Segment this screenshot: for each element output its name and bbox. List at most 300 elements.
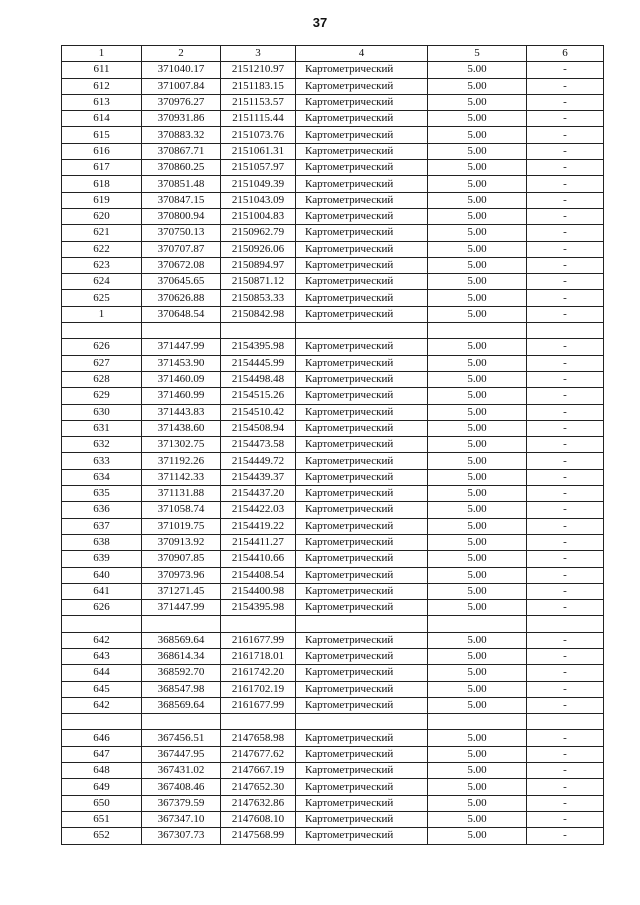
x-coordinate-cell: 367379.59 bbox=[142, 795, 221, 811]
empty-cell bbox=[296, 714, 428, 730]
note-cell: - bbox=[527, 648, 604, 664]
empty-cell bbox=[62, 616, 142, 632]
note-cell: - bbox=[527, 518, 604, 534]
accuracy-cell: 5.00 bbox=[428, 697, 527, 713]
x-coordinate-cell: 368569.64 bbox=[142, 697, 221, 713]
y-coordinate-cell: 2151049.39 bbox=[221, 176, 296, 192]
note-cell: - bbox=[527, 78, 604, 94]
method-cell: Картометрический bbox=[296, 551, 428, 567]
note-cell: - bbox=[527, 160, 604, 176]
table-row bbox=[62, 160, 604, 176]
y-coordinate-cell: 2161718.01 bbox=[221, 648, 296, 664]
x-coordinate-cell: 370860.25 bbox=[142, 160, 221, 176]
point-number-cell: 614 bbox=[62, 111, 142, 127]
y-coordinate-cell: 2147568.99 bbox=[221, 828, 296, 844]
x-coordinate-cell: 370976.27 bbox=[142, 94, 221, 110]
method-cell: Картометрический bbox=[296, 339, 428, 355]
accuracy-cell: 5.00 bbox=[428, 160, 527, 176]
accuracy-cell: 5.00 bbox=[428, 730, 527, 746]
method-cell: Картометрический bbox=[296, 828, 428, 844]
x-coordinate-cell: 370913.92 bbox=[142, 534, 221, 550]
y-coordinate-cell: 2154411.27 bbox=[221, 534, 296, 550]
empty-cell bbox=[428, 323, 527, 339]
point-number-cell: 623 bbox=[62, 257, 142, 273]
y-coordinate-cell: 2151210.97 bbox=[221, 62, 296, 78]
separator-row bbox=[62, 616, 604, 632]
point-number-cell: 636 bbox=[62, 502, 142, 518]
note-cell: - bbox=[527, 208, 604, 224]
x-coordinate-cell: 370883.32 bbox=[142, 127, 221, 143]
accuracy-cell: 5.00 bbox=[428, 648, 527, 664]
accuracy-cell: 5.00 bbox=[428, 795, 527, 811]
method-cell: Картометрический bbox=[296, 534, 428, 550]
accuracy-cell: 5.00 bbox=[428, 583, 527, 599]
point-number-cell: 647 bbox=[62, 746, 142, 762]
point-number-cell: 621 bbox=[62, 225, 142, 241]
method-cell: Картометрический bbox=[296, 225, 428, 241]
table-row bbox=[62, 225, 604, 241]
y-coordinate-cell: 2151057.97 bbox=[221, 160, 296, 176]
point-number-cell: 626 bbox=[62, 600, 142, 616]
point-number-cell: 631 bbox=[62, 420, 142, 436]
coordinates-table bbox=[61, 45, 604, 845]
separator-row bbox=[62, 714, 604, 730]
point-number-cell: 626 bbox=[62, 339, 142, 355]
method-cell: Картометрический bbox=[296, 518, 428, 534]
table-row bbox=[62, 453, 604, 469]
table-row bbox=[62, 486, 604, 502]
method-cell: Картометрический bbox=[296, 763, 428, 779]
method-cell: Картометрический bbox=[296, 160, 428, 176]
point-number-cell: 644 bbox=[62, 665, 142, 681]
point-number-cell: 635 bbox=[62, 486, 142, 502]
point-number-cell: 645 bbox=[62, 681, 142, 697]
method-cell: Картометрический bbox=[296, 94, 428, 110]
note-cell: - bbox=[527, 779, 604, 795]
note-cell: - bbox=[527, 225, 604, 241]
accuracy-cell: 5.00 bbox=[428, 437, 527, 453]
accuracy-cell: 5.00 bbox=[428, 371, 527, 387]
accuracy-cell: 5.00 bbox=[428, 388, 527, 404]
point-number-cell: 638 bbox=[62, 534, 142, 550]
table-row bbox=[62, 388, 604, 404]
x-coordinate-cell: 367431.02 bbox=[142, 763, 221, 779]
accuracy-cell: 5.00 bbox=[428, 62, 527, 78]
method-cell: Картометрический bbox=[296, 306, 428, 322]
y-coordinate-cell: 2147677.62 bbox=[221, 746, 296, 762]
method-cell: Картометрический bbox=[296, 486, 428, 502]
point-number-cell: 642 bbox=[62, 697, 142, 713]
note-cell: - bbox=[527, 388, 604, 404]
accuracy-cell: 5.00 bbox=[428, 257, 527, 273]
method-cell: Картометрический bbox=[296, 469, 428, 485]
accuracy-cell: 5.00 bbox=[428, 453, 527, 469]
note-cell: - bbox=[527, 241, 604, 257]
column-header: 2 bbox=[142, 46, 221, 62]
point-number-cell: 652 bbox=[62, 828, 142, 844]
point-number-cell: 628 bbox=[62, 371, 142, 387]
method-cell: Картометрический bbox=[296, 208, 428, 224]
point-number-cell: 643 bbox=[62, 648, 142, 664]
method-cell: Картометрический bbox=[296, 453, 428, 469]
table-row bbox=[62, 257, 604, 273]
table-row bbox=[62, 795, 604, 811]
y-coordinate-cell: 2154419.22 bbox=[221, 518, 296, 534]
x-coordinate-cell: 371040.17 bbox=[142, 62, 221, 78]
note-cell: - bbox=[527, 697, 604, 713]
table-row bbox=[62, 518, 604, 534]
x-coordinate-cell: 370707.87 bbox=[142, 241, 221, 257]
x-coordinate-cell: 370851.48 bbox=[142, 176, 221, 192]
y-coordinate-cell: 2147652.30 bbox=[221, 779, 296, 795]
x-coordinate-cell: 371007.84 bbox=[142, 78, 221, 94]
note-cell: - bbox=[527, 486, 604, 502]
x-coordinate-cell: 371142.33 bbox=[142, 469, 221, 485]
x-coordinate-cell: 370907.85 bbox=[142, 551, 221, 567]
method-cell: Картометрический bbox=[296, 290, 428, 306]
empty-cell bbox=[62, 714, 142, 730]
note-cell: - bbox=[527, 730, 604, 746]
x-coordinate-cell: 370750.13 bbox=[142, 225, 221, 241]
y-coordinate-cell: 2154449.72 bbox=[221, 453, 296, 469]
point-number-cell: 634 bbox=[62, 469, 142, 485]
table-row bbox=[62, 779, 604, 795]
table-row bbox=[62, 697, 604, 713]
note-cell: - bbox=[527, 306, 604, 322]
accuracy-cell: 5.00 bbox=[428, 763, 527, 779]
x-coordinate-cell: 370800.94 bbox=[142, 208, 221, 224]
table-row bbox=[62, 111, 604, 127]
x-coordinate-cell: 370931.86 bbox=[142, 111, 221, 127]
accuracy-cell: 5.00 bbox=[428, 176, 527, 192]
table-header-row bbox=[62, 46, 604, 62]
x-coordinate-cell: 370973.96 bbox=[142, 567, 221, 583]
y-coordinate-cell: 2154395.98 bbox=[221, 600, 296, 616]
column-header: 4 bbox=[296, 46, 428, 62]
x-coordinate-cell: 371460.99 bbox=[142, 388, 221, 404]
note-cell: - bbox=[527, 127, 604, 143]
note-cell: - bbox=[527, 111, 604, 127]
table-row bbox=[62, 567, 604, 583]
x-coordinate-cell: 368569.64 bbox=[142, 632, 221, 648]
note-cell: - bbox=[527, 437, 604, 453]
note-cell: - bbox=[527, 94, 604, 110]
method-cell: Картометрический bbox=[296, 697, 428, 713]
note-cell: - bbox=[527, 290, 604, 306]
point-number-cell: 640 bbox=[62, 567, 142, 583]
accuracy-cell: 5.00 bbox=[428, 567, 527, 583]
note-cell: - bbox=[527, 665, 604, 681]
y-coordinate-cell: 2151115.44 bbox=[221, 111, 296, 127]
empty-cell bbox=[142, 616, 221, 632]
point-number-cell: 625 bbox=[62, 290, 142, 306]
x-coordinate-cell: 371460.09 bbox=[142, 371, 221, 387]
y-coordinate-cell: 2161677.99 bbox=[221, 697, 296, 713]
empty-cell bbox=[142, 714, 221, 730]
y-coordinate-cell: 2154400.98 bbox=[221, 583, 296, 599]
note-cell: - bbox=[527, 567, 604, 583]
method-cell: Картометрический bbox=[296, 632, 428, 648]
table-row bbox=[62, 469, 604, 485]
y-coordinate-cell: 2154508.94 bbox=[221, 420, 296, 436]
y-coordinate-cell: 2150853.33 bbox=[221, 290, 296, 306]
accuracy-cell: 5.00 bbox=[428, 111, 527, 127]
empty-cell bbox=[428, 616, 527, 632]
y-coordinate-cell: 2154498.48 bbox=[221, 371, 296, 387]
method-cell: Картометрический bbox=[296, 648, 428, 664]
x-coordinate-cell: 367347.10 bbox=[142, 811, 221, 827]
point-number-cell: 622 bbox=[62, 241, 142, 257]
point-number-cell: 632 bbox=[62, 437, 142, 453]
table-row bbox=[62, 290, 604, 306]
table-row bbox=[62, 371, 604, 387]
x-coordinate-cell: 371447.99 bbox=[142, 600, 221, 616]
y-coordinate-cell: 2147632.86 bbox=[221, 795, 296, 811]
table-row bbox=[62, 78, 604, 94]
table-row bbox=[62, 746, 604, 762]
table-row bbox=[62, 665, 604, 681]
point-number-cell: 611 bbox=[62, 62, 142, 78]
method-cell: Картометрический bbox=[296, 746, 428, 762]
table-row bbox=[62, 502, 604, 518]
point-number-cell: 613 bbox=[62, 94, 142, 110]
method-cell: Картометрический bbox=[296, 502, 428, 518]
x-coordinate-cell: 371019.75 bbox=[142, 518, 221, 534]
y-coordinate-cell: 2161742.20 bbox=[221, 665, 296, 681]
accuracy-cell: 5.00 bbox=[428, 404, 527, 420]
table-row bbox=[62, 127, 604, 143]
point-number-cell: 624 bbox=[62, 274, 142, 290]
method-cell: Картометрический bbox=[296, 241, 428, 257]
note-cell: - bbox=[527, 371, 604, 387]
accuracy-cell: 5.00 bbox=[428, 241, 527, 257]
table-row bbox=[62, 274, 604, 290]
table-row bbox=[62, 241, 604, 257]
table-row bbox=[62, 420, 604, 436]
accuracy-cell: 5.00 bbox=[428, 534, 527, 550]
x-coordinate-cell: 367408.46 bbox=[142, 779, 221, 795]
table-row bbox=[62, 681, 604, 697]
x-coordinate-cell: 367447.95 bbox=[142, 746, 221, 762]
method-cell: Картометрический bbox=[296, 111, 428, 127]
note-cell: - bbox=[527, 339, 604, 355]
table-row bbox=[62, 94, 604, 110]
accuracy-cell: 5.00 bbox=[428, 502, 527, 518]
accuracy-cell: 5.00 bbox=[428, 225, 527, 241]
empty-cell bbox=[527, 323, 604, 339]
note-cell: - bbox=[527, 257, 604, 273]
x-coordinate-cell: 371058.74 bbox=[142, 502, 221, 518]
table-row bbox=[62, 828, 604, 844]
method-cell: Картометрический bbox=[296, 779, 428, 795]
page-number: 37 bbox=[312, 15, 328, 30]
method-cell: Картометрический bbox=[296, 257, 428, 273]
y-coordinate-cell: 2154510.42 bbox=[221, 404, 296, 420]
y-coordinate-cell: 2161677.99 bbox=[221, 632, 296, 648]
x-coordinate-cell: 371438.60 bbox=[142, 420, 221, 436]
point-number-cell: 615 bbox=[62, 127, 142, 143]
accuracy-cell: 5.00 bbox=[428, 681, 527, 697]
note-cell: - bbox=[527, 420, 604, 436]
accuracy-cell: 5.00 bbox=[428, 746, 527, 762]
x-coordinate-cell: 371453.90 bbox=[142, 355, 221, 371]
method-cell: Картометрический bbox=[296, 567, 428, 583]
table-row bbox=[62, 730, 604, 746]
method-cell: Картометрический bbox=[296, 437, 428, 453]
x-coordinate-cell: 371302.75 bbox=[142, 437, 221, 453]
note-cell: - bbox=[527, 469, 604, 485]
empty-cell bbox=[296, 616, 428, 632]
note-cell: - bbox=[527, 828, 604, 844]
empty-cell bbox=[62, 323, 142, 339]
y-coordinate-cell: 2147608.10 bbox=[221, 811, 296, 827]
y-coordinate-cell: 2151043.09 bbox=[221, 192, 296, 208]
note-cell: - bbox=[527, 600, 604, 616]
y-coordinate-cell: 2150894.97 bbox=[221, 257, 296, 273]
method-cell: Картометрический bbox=[296, 355, 428, 371]
y-coordinate-cell: 2147658.98 bbox=[221, 730, 296, 746]
note-cell: - bbox=[527, 746, 604, 762]
note-cell: - bbox=[527, 551, 604, 567]
point-number-cell: 650 bbox=[62, 795, 142, 811]
y-coordinate-cell: 2150871.12 bbox=[221, 274, 296, 290]
point-number-cell: 617 bbox=[62, 160, 142, 176]
accuracy-cell: 5.00 bbox=[428, 828, 527, 844]
y-coordinate-cell: 2147667.19 bbox=[221, 763, 296, 779]
x-coordinate-cell: 370648.54 bbox=[142, 306, 221, 322]
point-number-cell: 1 bbox=[62, 306, 142, 322]
method-cell: Картометрический bbox=[296, 127, 428, 143]
method-cell: Картометрический bbox=[296, 176, 428, 192]
method-cell: Картометрический bbox=[296, 795, 428, 811]
method-cell: Картометрический bbox=[296, 404, 428, 420]
column-header: 1 bbox=[62, 46, 142, 62]
column-header: 6 bbox=[527, 46, 604, 62]
note-cell: - bbox=[527, 192, 604, 208]
method-cell: Картометрический bbox=[296, 681, 428, 697]
empty-cell bbox=[221, 323, 296, 339]
point-number-cell: 646 bbox=[62, 730, 142, 746]
y-coordinate-cell: 2154515.26 bbox=[221, 388, 296, 404]
table-row bbox=[62, 306, 604, 322]
x-coordinate-cell: 371192.26 bbox=[142, 453, 221, 469]
y-coordinate-cell: 2151183.15 bbox=[221, 78, 296, 94]
accuracy-cell: 5.00 bbox=[428, 811, 527, 827]
y-coordinate-cell: 2151073.76 bbox=[221, 127, 296, 143]
accuracy-cell: 5.00 bbox=[428, 486, 527, 502]
y-coordinate-cell: 2151153.57 bbox=[221, 94, 296, 110]
method-cell: Картометрический bbox=[296, 78, 428, 94]
point-number-cell: 619 bbox=[62, 192, 142, 208]
y-coordinate-cell: 2154410.66 bbox=[221, 551, 296, 567]
accuracy-cell: 5.00 bbox=[428, 306, 527, 322]
x-coordinate-cell: 367456.51 bbox=[142, 730, 221, 746]
note-cell: - bbox=[527, 176, 604, 192]
table-row bbox=[62, 339, 604, 355]
accuracy-cell: 5.00 bbox=[428, 208, 527, 224]
y-coordinate-cell: 2154408.54 bbox=[221, 567, 296, 583]
point-number-cell: 629 bbox=[62, 388, 142, 404]
table-row bbox=[62, 551, 604, 567]
method-cell: Картометрический bbox=[296, 62, 428, 78]
note-cell: - bbox=[527, 632, 604, 648]
x-coordinate-cell: 370867.71 bbox=[142, 143, 221, 159]
note-cell: - bbox=[527, 404, 604, 420]
point-number-cell: 651 bbox=[62, 811, 142, 827]
x-coordinate-cell: 368614.34 bbox=[142, 648, 221, 664]
method-cell: Картометрический bbox=[296, 274, 428, 290]
point-number-cell: 648 bbox=[62, 763, 142, 779]
accuracy-cell: 5.00 bbox=[428, 192, 527, 208]
table-row bbox=[62, 648, 604, 664]
accuracy-cell: 5.00 bbox=[428, 469, 527, 485]
note-cell: - bbox=[527, 62, 604, 78]
point-number-cell: 633 bbox=[62, 453, 142, 469]
column-header: 3 bbox=[221, 46, 296, 62]
accuracy-cell: 5.00 bbox=[428, 600, 527, 616]
x-coordinate-cell: 370847.15 bbox=[142, 192, 221, 208]
method-cell: Картометрический bbox=[296, 600, 428, 616]
point-number-cell: 620 bbox=[62, 208, 142, 224]
y-coordinate-cell: 2154395.98 bbox=[221, 339, 296, 355]
accuracy-cell: 5.00 bbox=[428, 632, 527, 648]
point-number-cell: 639 bbox=[62, 551, 142, 567]
note-cell: - bbox=[527, 502, 604, 518]
y-coordinate-cell: 2150842.98 bbox=[221, 306, 296, 322]
method-cell: Картометрический bbox=[296, 371, 428, 387]
point-number-cell: 641 bbox=[62, 583, 142, 599]
accuracy-cell: 5.00 bbox=[428, 420, 527, 436]
y-coordinate-cell: 2150926.06 bbox=[221, 241, 296, 257]
method-cell: Картометрический bbox=[296, 192, 428, 208]
point-number-cell: 618 bbox=[62, 176, 142, 192]
table-row bbox=[62, 176, 604, 192]
table-row bbox=[62, 208, 604, 224]
table-row bbox=[62, 811, 604, 827]
y-coordinate-cell: 2150962.79 bbox=[221, 225, 296, 241]
empty-cell bbox=[142, 323, 221, 339]
accuracy-cell: 5.00 bbox=[428, 94, 527, 110]
empty-cell bbox=[221, 714, 296, 730]
y-coordinate-cell: 2154437.20 bbox=[221, 486, 296, 502]
column-header: 5 bbox=[428, 46, 527, 62]
note-cell: - bbox=[527, 355, 604, 371]
accuracy-cell: 5.00 bbox=[428, 779, 527, 795]
table-row bbox=[62, 534, 604, 550]
x-coordinate-cell: 370645.65 bbox=[142, 274, 221, 290]
table-row bbox=[62, 763, 604, 779]
point-number-cell: 630 bbox=[62, 404, 142, 420]
note-cell: - bbox=[527, 534, 604, 550]
method-cell: Картометрический bbox=[296, 388, 428, 404]
y-coordinate-cell: 2154422.03 bbox=[221, 502, 296, 518]
point-number-cell: 637 bbox=[62, 518, 142, 534]
empty-cell bbox=[221, 616, 296, 632]
table-body bbox=[62, 46, 604, 845]
table-row bbox=[62, 437, 604, 453]
table-row bbox=[62, 143, 604, 159]
method-cell: Картометрический bbox=[296, 730, 428, 746]
note-cell: - bbox=[527, 143, 604, 159]
separator-row bbox=[62, 323, 604, 339]
note-cell: - bbox=[527, 811, 604, 827]
empty-cell bbox=[428, 714, 527, 730]
note-cell: - bbox=[527, 763, 604, 779]
point-number-cell: 649 bbox=[62, 779, 142, 795]
note-cell: - bbox=[527, 795, 604, 811]
x-coordinate-cell: 371447.99 bbox=[142, 339, 221, 355]
accuracy-cell: 5.00 bbox=[428, 127, 527, 143]
